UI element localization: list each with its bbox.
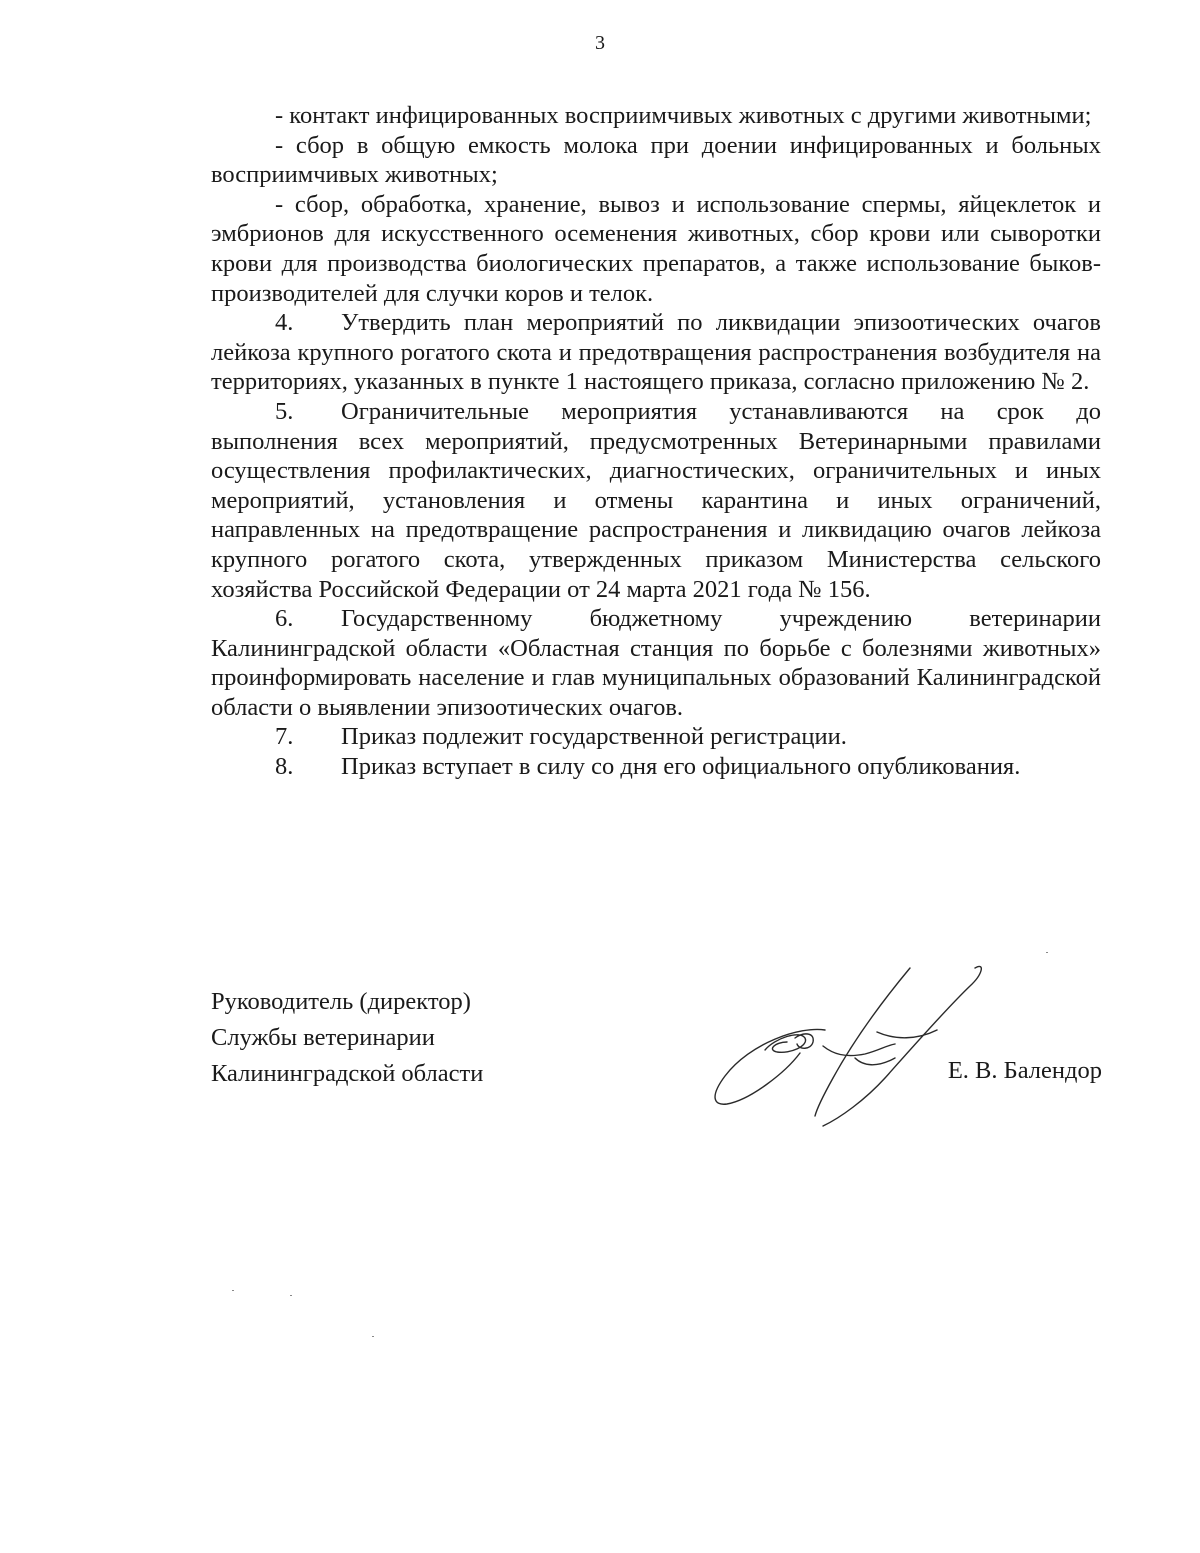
scan-speck	[232, 1290, 234, 1291]
scan-speck	[372, 1336, 374, 1337]
item-text: Ограничительные мероприятия устанавливаются на срок до выполнения всех мероприятий, предусмотренных Ветеринарными правилами осуществления профилактических, диагностических, ограничительных и иных мероприятий, установления и отмены карантина и иных ограничений, направленных на предотвращение распространения и ликвидацию очагов лейкоза крупного рогатого скота, утвержденных приказом Министерства сельского хозяйства Российской Федерации от 24 марта 2021 года № 156.	[211, 397, 1101, 603]
item-text: Приказ подлежит государственной регистрации.	[341, 723, 847, 751]
paragraph: - сбор, обработка, хранение, вывоз и использование спермы, яйцеклеток и эмбрионов для искусственного осеменения животных, сбор крови или сыворотки крови для производства биологических препаратов, а также использование быков-производителей для случки коров и телок.	[211, 190, 1101, 307]
item-number: 8.	[275, 753, 294, 781]
numbered-item-6	[211, 604, 1101, 722]
numbered-item-4	[211, 308, 1101, 397]
signatory-position-line: Службы ветеринарии	[211, 1024, 435, 1051]
signatory-position	[211, 984, 483, 1092]
scan-speck	[1046, 952, 1048, 953]
signatory-position-line: Руководитель (директор)	[211, 988, 471, 1015]
item-number: 7.	[275, 723, 294, 751]
paragraph: - контакт инфицированных восприимчивых животных с другими животными;	[275, 102, 1092, 129]
handwritten-signature	[705, 958, 995, 1128]
item-text: Приказ вступает в силу со дня его официального опубликования.	[341, 753, 1021, 781]
document-body	[211, 101, 1101, 782]
numbered-item-8	[211, 752, 1101, 782]
paragraph: - сбор в общую емкость молока при доении инфицированных и больных восприимчивых животных;	[211, 131, 1101, 189]
scan-speck	[290, 1295, 292, 1296]
item-text: Утвердить план мероприятий по ликвидации эпизоотических очагов лейкоза крупного рогатого скота и предотвращения распространения возбудителя на территориях, указанных в пункте 1 настоящего приказа, согласно приложению № 2.	[211, 309, 1101, 396]
item-number: 5.	[275, 397, 294, 425]
signatory-position-line: Калининградской области	[211, 1060, 484, 1087]
numbered-item-7	[211, 722, 1101, 752]
item-number: 6.	[275, 605, 294, 633]
page-number: 3	[595, 32, 605, 54]
signatory-name: Е. В. Балендор	[947, 1057, 1102, 1084]
item-text: Государственному бюджетному учреждению ветеринарии Калининградской области «Областная станция по борьбе с болезнями животных» проинформировать население и глав муниципальных образований Калининградской области о выявлении эпизоотических очагов.	[211, 605, 1101, 721]
item-number: 4.	[275, 309, 294, 337]
numbered-item-5	[211, 397, 1101, 604]
